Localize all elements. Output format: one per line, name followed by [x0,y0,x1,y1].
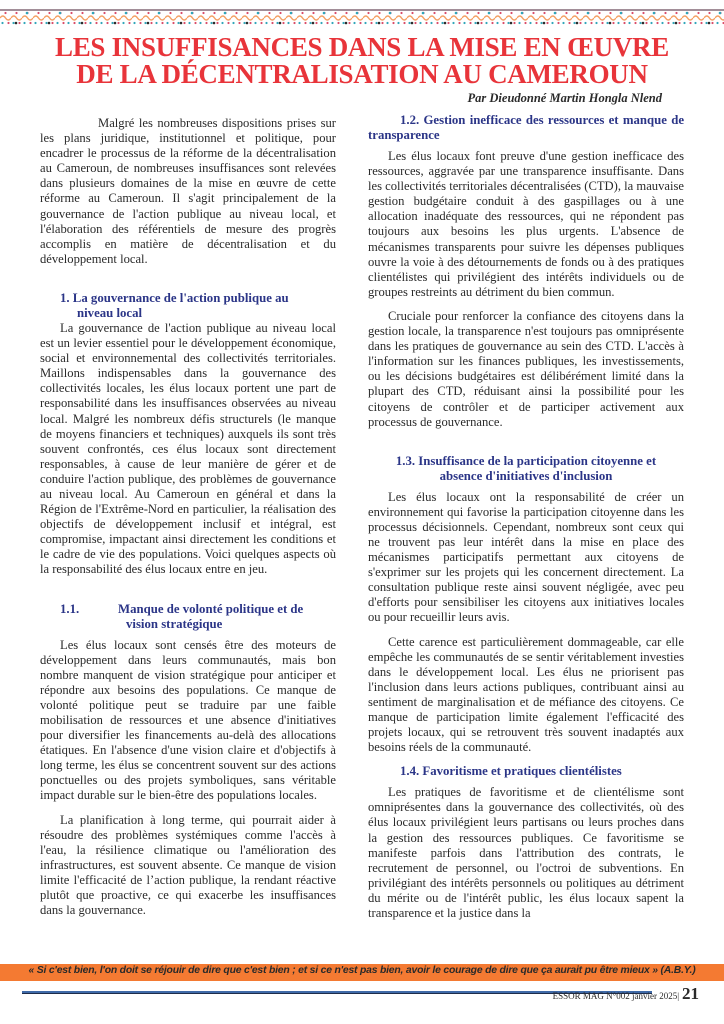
title-line-1: LES INSUFFISANCES DANS LA MISE EN ŒUVRE [55,32,669,62]
section-1-1-paragraph-2: La planification à long terme, qui pourrait aider à résoudre des problèmes systémiques comme l'accès à l'eau, la résilience climatique ou l'amélioration des infrastructures, est souvent absente. Ce manque de vision limite l'efficacité de l’action publique, la rendant réactive plutôt que proactive, ce qui exacerbe les insuffisances dans la gouvernance. [40,812,336,918]
article-title [20,34,704,88]
section-1-1-heading-line2: vision stratégique [126,616,223,631]
section-1-2-heading: 1.2. Gestion inefficace des ressources et manque de transparence [368,113,684,142]
section-1-1-number: 1.1. [60,601,80,616]
right-column [368,113,684,930]
section-1-2-paragraph-1: Les élus locaux font preuve d'une gestion inefficace des ressources, aggravée par une transparence insuffisante. Dans les collectivités territoriales décentralisées (CTD), la mauvaise gestion budgétaire conduit à des gaspillages ou à une allocation inadéquate des ressources, qui ne répondent pas toujours aux besoins les plus urgents. L'absence de mécanismes transparents pour suivre les dépenses publiques ouvre la voie à des détournements de fonds ou à des pratiques clientélistes qui privilégient des intérêts individuels ou de groupes restreints au détriment du bien commun. [368,149,684,299]
section-1-heading-line1: 1. La gouvernance de l'action publique au [60,290,289,305]
title-line-2: DE LA DÉCENTRALISATION AU CAMEROUN [76,59,648,89]
left-column [40,116,336,927]
section-1-3-paragraph-1: Les élus locaux ont la responsabilité de créer un environnement qui favorise la participation citoyenne dans les processus décisionnels. Cependant, nombreux sont ceux qui ne trouvent pas leur intérêt dans la mise en place des mécanismes participatifs permettant aux citoyens de s'exprimer sur les projets qui les concernent directement. La consultation publique reste ainsi souvent négligée, avec peu d'efforts pour sensibiliser les citoyens aux initiatives locales ou pour recueillir leurs avis. [368,489,684,625]
section-1-2-paragraph-2: Cruciale pour renforcer la confiance des citoyens dans la gestion locale, la transparence n'est toujours pas omniprésente dans les pratiques de gouvernance au sein des CTD. L'accès à l'information sur les finances publiques, les investissements, ou les décisions budgétaires est délibérément limité dans la plupart des CTD, réduisant ainsi la possibilité pour les citoyens de contrôler et de participer activement aux processus de gouvernance. [368,308,684,429]
section-1-paragraph: La gouvernance de l'action publique au niveau local est un levier essentiel pour le développement économique, social et environnemental des collectivités territoriales. Maillons indispensables dans la gouvernance des collectivités locales, les élus locaux portent une part de responsabilité dans les insuffisances observées au niveau local. Malgré les nombreux défis structurels (le manque de moyens financiers et techniques) auxquels ils sont très souvent confrontés, ces élus locaux sont directement responsables, à cause de leur manière de gérer et de conduire l'action publique, des problèmes de gouvernance au niveau local. Au Cameroun en général et dans la Région de l'Extrême-Nord en particulier, la réalisation des objectifs de développement inclusif et intégral, est compromise, impactant ainsi directement les conditions et le cadre de vie des populations. Voici quelques aspects où la responsabilité des élus locaux entre en jeu. [40,320,336,577]
section-1-1-heading-line1: Manque de volonté politique et de [118,601,304,616]
intro-paragraph: Malgré les nombreuses dispositions prises sur les plans juridique, institutionnel et politique, pour encadrer le processus de la réforme de la décentralisation au Cameroun, de nombreuses insuffisances sont relevées dans plusieurs domaines de la mise en œuvre de cette réforme au Cameroun. Il s'agit principalement de la gouvernance de l'action publique au niveau local, et l'élaboration des référentiels de mesure des progrès accomplis en matière de décentralisation et du développement local. [40,116,336,266]
section-1-heading [40,291,336,321]
section-1-heading-line2: niveau local [77,305,143,320]
publication-info: ESSOR MAG N°002 janvier 2025| [552,991,679,1001]
section-1-3-heading-line1: 1.3. Insuffisance de la participation citoyenne et [395,453,657,468]
section-1-3-heading-line2: absence d'initiatives d'inclusion [439,468,613,483]
section-1-4-heading: 1.4. Favoritisme et pratiques clientélistes [400,764,622,779]
section-1-1-paragraph-1: Les élus locaux sont censés être des moteurs de développement dans leurs communautés, mais bon nombre manquent de vision stratégique pour anticiper et répondre aux besoins des populations. Ce manque de volonté politique peut se traduire par une faible mobilisation de ressources et une absence d'initiatives pour diversifier les financements au-delà des allocations étatiques. En l'absence d'une vision claire et d'objectifs à long terme, les élus se concentrent souvent sur des actions ponctuelles ou des projets symboliques, sans véritable impact durable sur le bien-être des populations locales. [40,637,336,803]
section-1-3-paragraph-2: Cette carence est particulièrement dommageable, car elle empêche les communautés de se sentir véritablement investies dans le développement local. Les élus ne priorisent pas l'inclusion dans leurs actions publiques, contribuant ainsi au sentiment de marginalisation et de méfiance des citoyens. Ce manque de participation limite également l'efficacité des projets locaux, qui se retrouvent très souvent inadaptés aux besoins réels de la communauté. [368,634,684,755]
footer-quote: « Si c'est bien, l'on doit se réjouir de dire que c'est bien ; et si ce n'est pas bien, avoir le courage de dire que ça aurait pu être mieux » (A.B.Y.) [28,965,696,976]
footer-meta [553,984,699,1004]
section-1-1-heading [40,602,336,632]
author-byline: Par Dieudonné Martin Hongla Nlend [467,91,662,105]
section-1-3-heading [368,454,684,484]
decorative-border [0,8,724,28]
section-1-4-paragraph-1: Les pratiques de favoritisme et de clientélisme sont omniprésentes dans la gouvernance des collectivités, où des élus locaux privilégient leurs partisans ou leurs proches dans la gestion des ressources publiques. Ce favoritisme se manifeste parfois dans l'attribution des contrats, le recrutement de personnel, ou l'octroi de subventions. En privilégiant des intérêts personnels ou politiques au détriment du mérite ou de l'intérêt public, les élus locaux sapent la transparence et la justice dans la [368,785,684,921]
page-number: 21 [682,984,699,1003]
